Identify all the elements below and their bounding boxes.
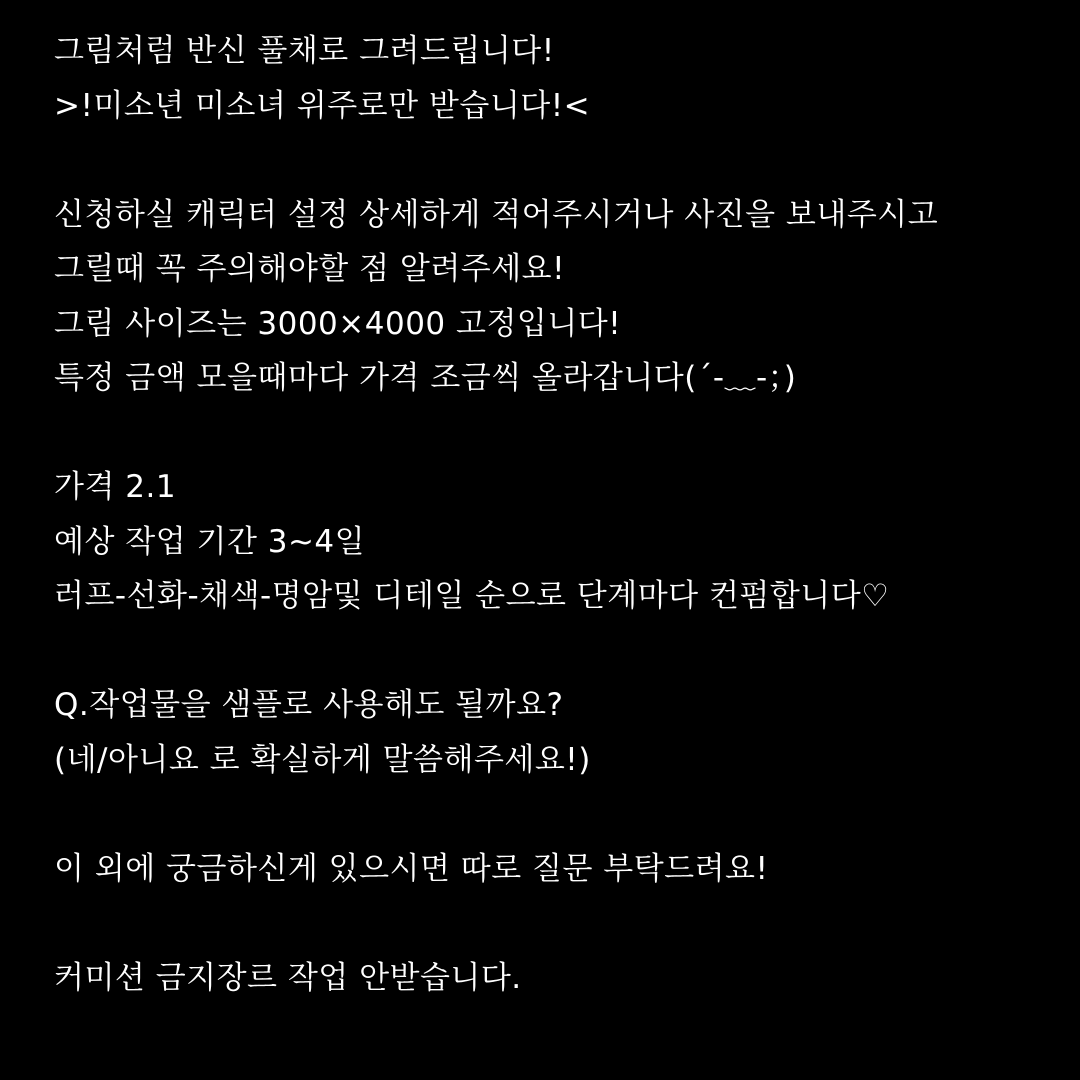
price-line: 가격 2.1 (54, 469, 177, 505)
price-increase-line: 특정 금액 모을때마다 가격 조금씩 올라갑니다(´-﹏-；) (54, 360, 797, 396)
commission-notice (54, 24, 1054, 1005)
spacer (54, 624, 1054, 679)
other-questions-line: 이 외에 궁금하신게 있으시면 따로 질문 부탁드려요! (54, 850, 769, 887)
request-line-2: 그릴때 꼭 주의해야할 점 알려주세요! (54, 251, 566, 287)
size-line: 그림 사이즈는 3000×4000 고정입니다! (54, 305, 622, 342)
duration-line: 예상 작업 기간 3~4일 (54, 523, 366, 560)
sample-instruction: (네/아니요 로 확실하게 말씀해주세요!) (54, 741, 591, 778)
spacer (54, 406, 1054, 461)
intro-line-1: 그림처럼 반신 풀채로 그려드립니다! (54, 33, 555, 69)
spacer (54, 133, 1054, 188)
sample-question: Q.작업물을 샘플로 사용해도 될까요? (54, 687, 564, 723)
restriction-line: 커미션 금지장르 작업 안받습니다. (54, 959, 522, 996)
request-line-1: 신청하실 캐릭터 설정 상세하게 적어주시거나 사진을 보내주시고 (54, 196, 939, 233)
process-line: 러프-선화-채색-명암및 디테일 순으로 단계마다 컨펌합니다♡ (54, 578, 890, 614)
intro-line-2: >!미소년 미소녀 위주로만 받습니다!< (54, 87, 591, 124)
spacer (54, 787, 1054, 842)
spacer (54, 896, 1054, 951)
